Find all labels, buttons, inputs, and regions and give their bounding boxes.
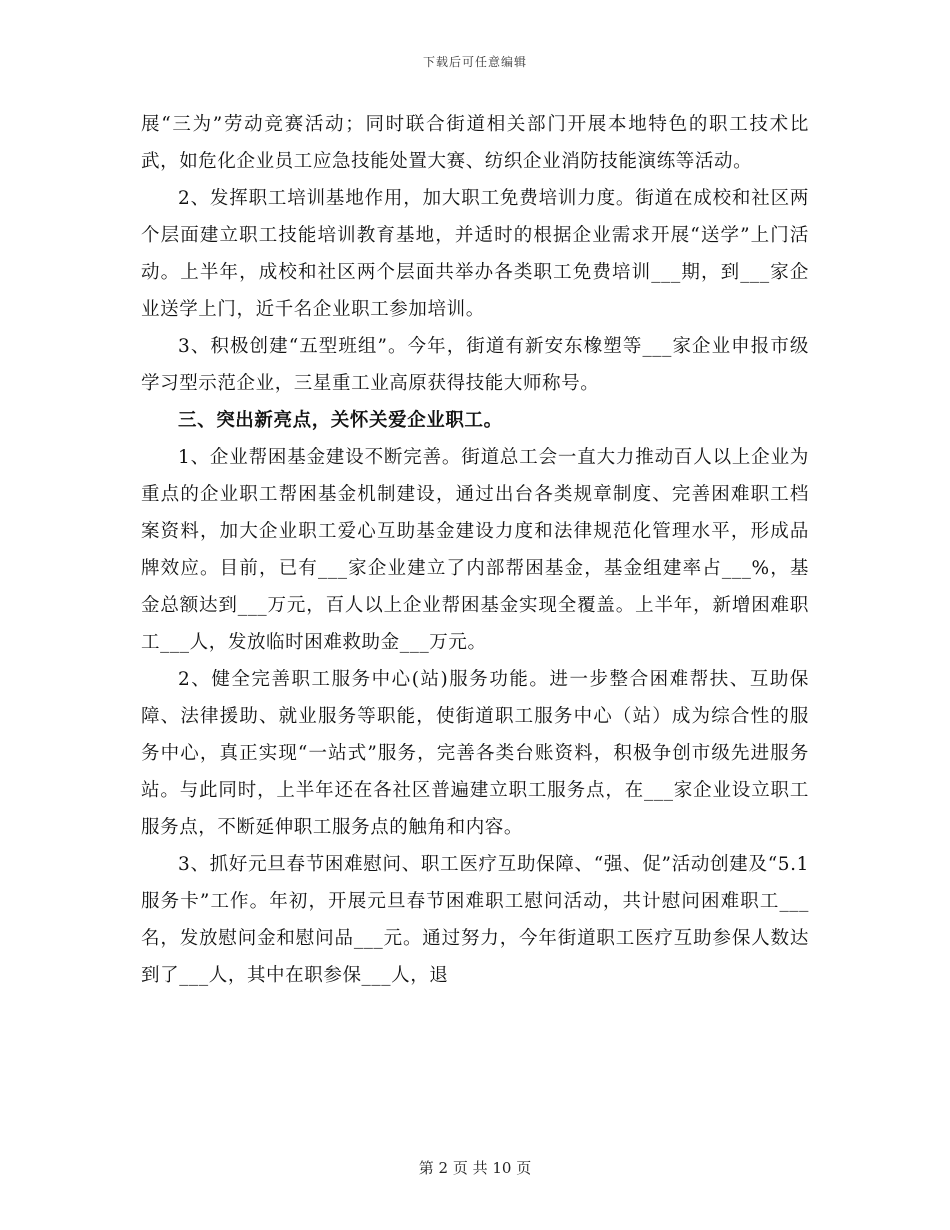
paragraph-continuation: 展“三为”劳动竞赛活动；同时联合街道相关部门开展本地特色的职工技术比武，如危化企业员工应急技能处置大赛、纺织企业消防技能演练等活动。 xyxy=(141,114,809,172)
paragraph-new-year-visits: 3、抓好元旦春节困难慰问、职工医疗互助保障、“强、促”活动创建及“5.1服务卡”工作。年初，开展元旦春节困难职工慰问活动，共计慰问困难职工___名，发放慰问金和慰问品___元。通过努力，今年街道职工医疗互助参保人数达到了___人，其中在职参保___人，退 xyxy=(141,854,809,986)
paragraph-service-center: 2、健全完善职工服务中心(站)服务功能。进一步整合困难帮扶、互助保障、法律援助、就业服务等职能，使街道职工服务中心（站）成为综合性的服务中心，真正实现“一站式”服务，完善各类台账资料，积极争创市级先进服务站。与此同时，上半年还在各社区普遍建立职工服务点，在___家企业设立职工服务点，不断延伸职工服务点的触角和内容。 xyxy=(141,669,809,838)
section-heading-three: 三、突出新亮点，关怀关爱企业职工。 xyxy=(178,410,503,431)
page-header: 下载后可任意编辑 xyxy=(422,55,527,69)
paragraph-assistance-fund: 1、企业帮困基金建设不断完善。街道总工会一直大力推动百人以上企业为重点的企业职工帮困基金机制建设，通过出台各类规章制度、完善困难职工档案资料，加大企业职工爱心互助基金建设力度和法律规范化管理水平，形成品牌效应。目前，已有___家企业建立了内部帮困基金，基金组建率占___%，基金总额达到___万元，百人以上企业帮困基金实现全覆盖。上半年，新增困难职工___人，发放临时困难救助金___万元。 xyxy=(141,447,809,653)
paragraph-training-base: 2、发挥职工培训基地作用，加大职工免费培训力度。街道在成校和社区两个层面建立职工技能培训教育基地，并适时的根据企业需求开展“送学”上门活动。上半年，成校和社区两个层面共举办各类职工免费培训___期，到___家企业送学上门，近千名企业职工参加培训。 xyxy=(141,188,809,320)
page-number-footer: 第 2 页 共 10 页 xyxy=(418,1159,532,1177)
paragraph-five-type-teams: 3、积极创建“五型班组”。今年，街道有新安东橡塑等___家企业申报市级学习型示范企业，三星重工业高原获得技能大师称号。 xyxy=(141,336,809,394)
document-body xyxy=(141,106,809,994)
